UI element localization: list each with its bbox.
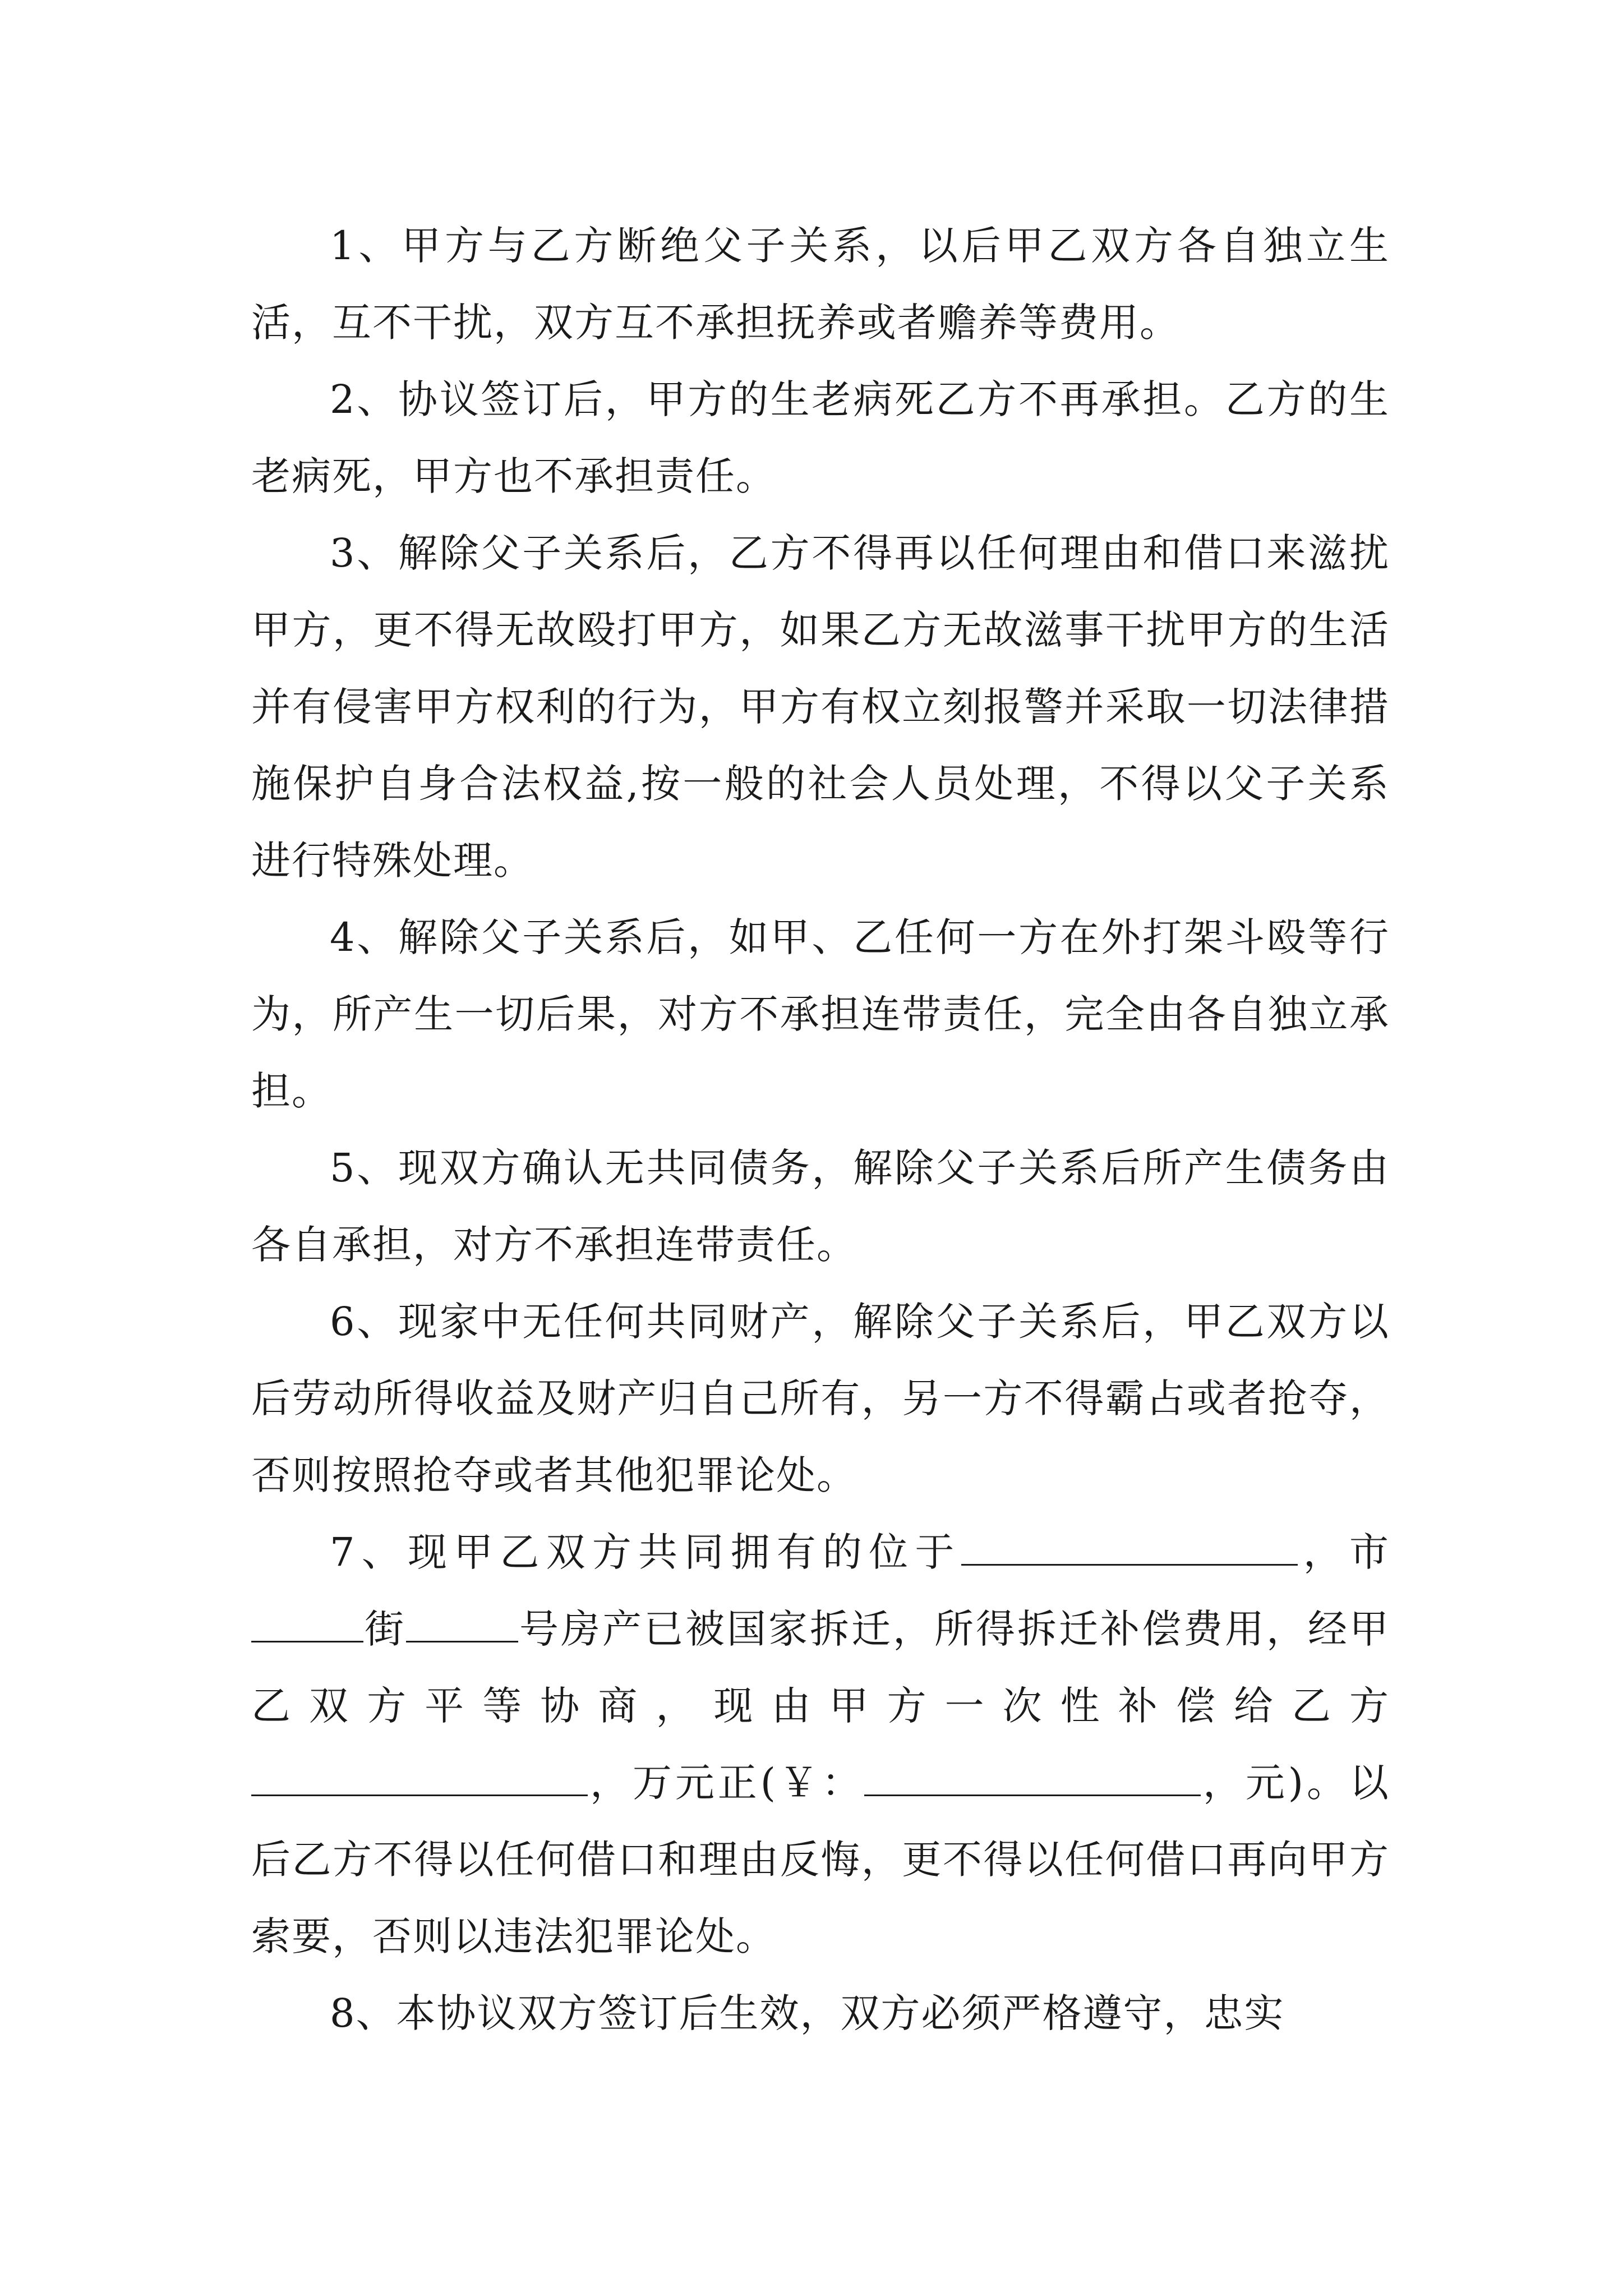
clause-5: 5、现双方确认无共同债务，解除父子关系后所产生债务由各自承担，对方不承担连带责任。	[251, 1145, 1390, 1268]
clause-7-text-1: 7、现甲乙双方共同拥有的位于	[330, 1529, 961, 1575]
clause-6: 6、现家中无任何共同财产，解除父子关系后，甲乙双方以后劳动所得收益及财产归自己所有，另一方不得霸占或者抢夺，否则按照抢夺或者其他犯罪论处。	[251, 1299, 1390, 1498]
clause-4: 4、解除父子关系后，如甲、乙任何一方在外打架斗殴等行为，所产生一切后果，对方不承担连带责任，完全由各自独立承担。	[251, 914, 1390, 1114]
clause-7-text-2: ，市	[1297, 1529, 1390, 1575]
clause-7-text-6: ，元)。以后乙方不得以任何借口和理由反悔，更不得以任何借口再向甲方索要，否则以违法犯罪论处。	[251, 1760, 1390, 1959]
clause-7-text-4: 号房产已被国家拆迁，所得拆迁补偿费用，经甲乙双方平等协商，现由甲方一次性补偿给乙方	[251, 1606, 1390, 1729]
city-blank	[251, 1607, 363, 1642]
street-blank	[406, 1607, 518, 1642]
clause-7-text-3: 街	[363, 1606, 406, 1652]
agreement-page	[251, 208, 1390, 2052]
clause-7	[251, 1514, 1390, 1975]
clause-8: 8、本协议双方签订后生效，双方必须严格遵守，忠实	[330, 1990, 1285, 2036]
clause-1: 1、甲方与乙方断绝父子关系，以后甲乙双方各自独立生活，互不干扰，双方互不承担抚养或者赡养等费用。	[251, 223, 1390, 346]
amount-figures-blank	[864, 1761, 1201, 1796]
clause-2: 2、协议签订后，甲方的生老病死乙方不再承担。乙方的生老病死，甲方也不承担责任。	[251, 376, 1390, 499]
clause-3: 3、解除父子关系后，乙方不得再以任何理由和借口来滋扰甲方，更不得无故殴打甲方，如果乙方无故滋事干扰甲方的生活并有侵害甲方权利的行为，甲方有权立刻报警并采取一切法律措施保护自身合法权益,按一般的社会人员处理，不得以父子关系进行特殊处理。	[251, 530, 1390, 884]
clause-7-text-5: ，万元正(￥：	[588, 1760, 864, 1806]
location-blank	[961, 1530, 1298, 1566]
amount-words-blank	[251, 1761, 588, 1796]
